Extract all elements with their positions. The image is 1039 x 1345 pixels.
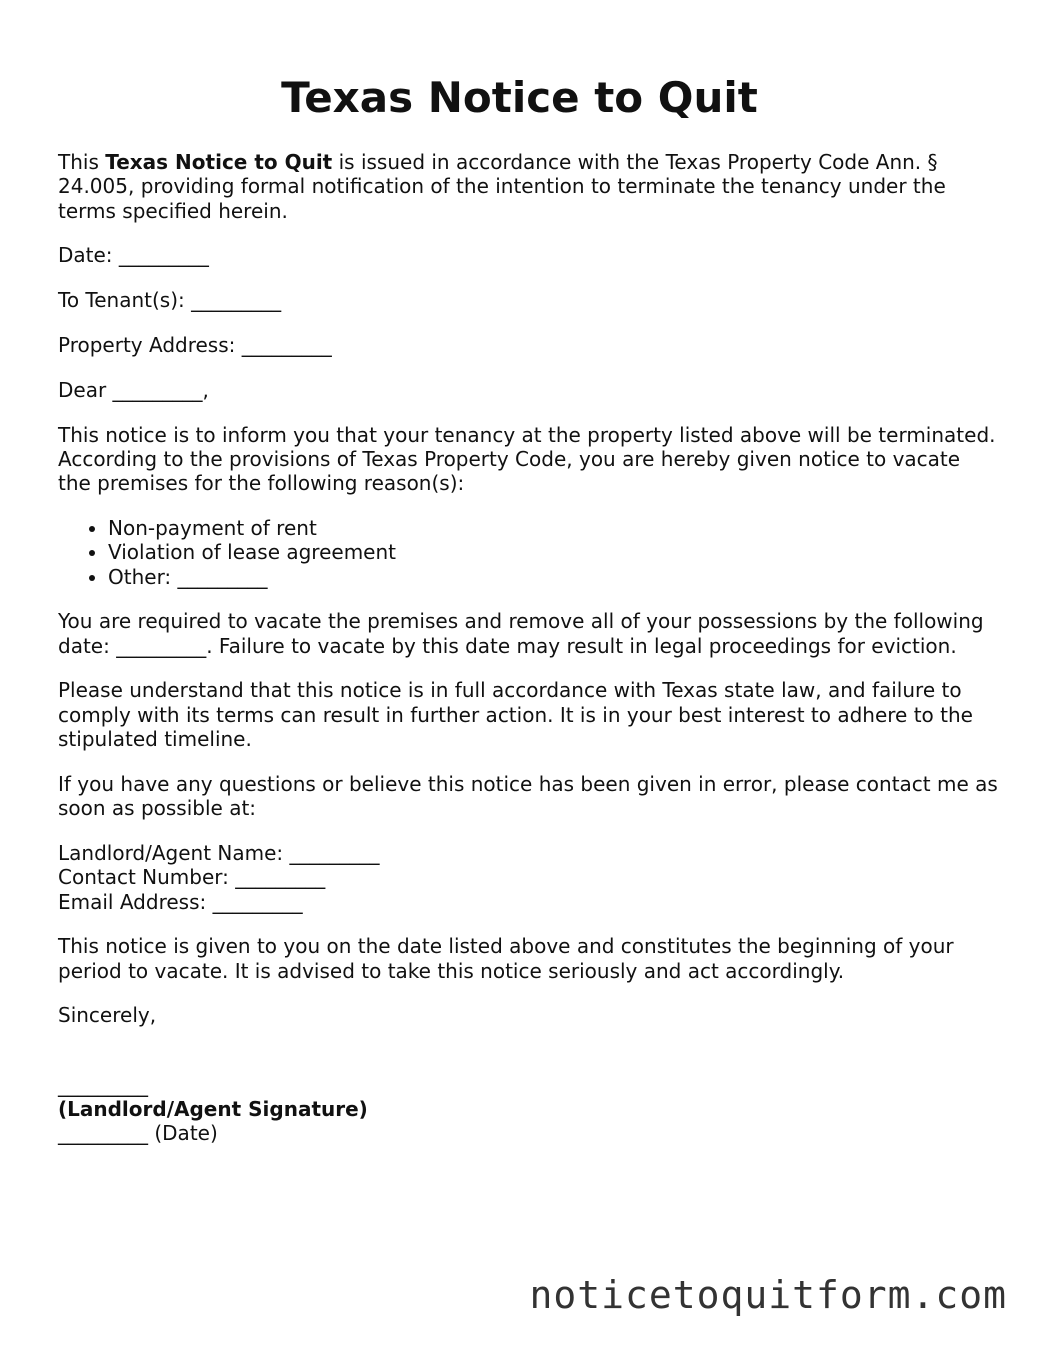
property-address-field: Property Address: _________ [58,332,332,357]
reasons-list [58,516,998,589]
contact-block [58,841,998,914]
notice-paragraph: This notice is to inform you that your tenancy at the property listed above will be terminated. According to the provisions of Texas Property Code, you are hereby given notice to vacate the premises for the following reason(s): [58,422,996,496]
intro-rest: is issued in accordance with the Texas Property Code Ann. § 24.005, providing formal notification of the intention to terminate the tenancy under the terms specified herein. [58,150,946,223]
email-address-field: Email Address: _________ [58,889,303,914]
contact-number-field: Contact Number: _________ [58,865,326,890]
intro-paragraph [58,150,998,223]
document-title: Texas Notice to Quit [281,73,758,122]
reason-item: • Non-payment of rent [108,516,998,540]
vacate-paragraph: You are required to vacate the premises and remove all of your possessions by the following date: _________. Failure to vacate by this date may result in legal proceedings for eviction. [58,609,984,658]
tenants-field: To Tenant(s): _________ [58,288,282,313]
signature-spacer [58,1028,998,1073]
watermark: noticetoquitform.com [529,1273,1007,1317]
document-body [58,150,998,1146]
closing: Sincerely, [58,1003,157,1028]
signature-label: (Landlord/Agent Signature) [58,1097,368,1122]
signature-line: _________ [58,1072,148,1097]
salutation: Dear _________, [58,377,209,402]
understand-paragraph: Please understand that this notice is in full accordance with Texas state law, and failure to comply with its terms can result in further action. It is in your best interest to adhere to the stipulated timeline. [58,678,973,752]
intro-prefix: This [58,150,106,174]
intro-bold-title: Texas Notice to Quit [105,150,333,174]
agent-name-field: Landlord/Agent Name: _________ [58,840,380,865]
date-field: Date: _________ [58,243,209,268]
reason-item: • Violation of lease agreement [108,540,998,564]
questions-paragraph: If you have any questions or believe this notice has been given in error, please contact me as soon as possible at: [58,771,998,821]
given-paragraph: This notice is given to you on the date listed above and constitutes the beginning of your period to vacate. It is advised to take this notice seriously and act accordingly. [58,934,954,983]
reason-item: • Other: _________ [108,565,998,589]
signature-date-line: _________ (Date) [58,1121,218,1146]
signature-block [58,1073,998,1146]
